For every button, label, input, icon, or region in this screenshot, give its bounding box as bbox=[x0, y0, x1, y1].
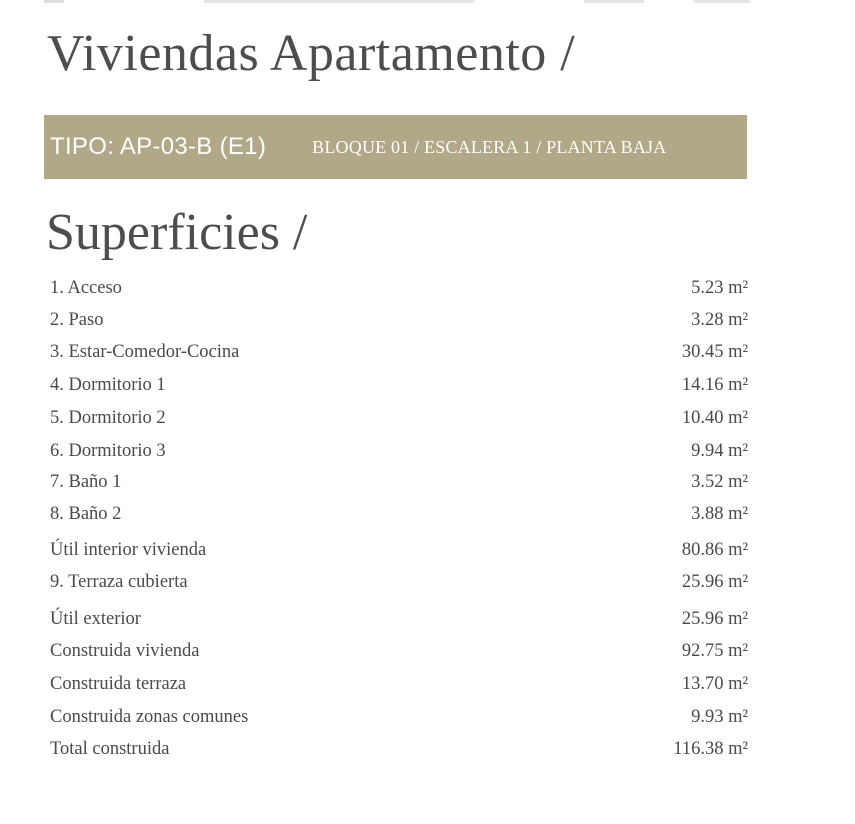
area-row bbox=[50, 472, 748, 502]
area-row bbox=[50, 342, 748, 372]
area-value: 14.16 m² bbox=[681, 375, 748, 395]
section-title: Superficies / bbox=[46, 204, 308, 261]
area-row bbox=[50, 375, 748, 405]
area-value: 3.52 m² bbox=[691, 472, 748, 492]
page-title: Viviendas Apartamento / bbox=[47, 25, 576, 82]
area-value: 13.70 m² bbox=[681, 674, 748, 694]
area-value: 10.40 m² bbox=[681, 408, 748, 428]
area-value: 25.96 m² bbox=[681, 572, 748, 592]
area-name: 6. Dormitorio 3 bbox=[50, 441, 166, 461]
area-value: 9.93 m² bbox=[691, 707, 748, 727]
area-row bbox=[50, 310, 748, 340]
type-banner bbox=[44, 115, 747, 179]
area-value: 116.38 m² bbox=[673, 739, 748, 759]
cropped-top-content bbox=[44, 0, 750, 3]
location-info: BLOQUE 01 / ESCALERA 1 / PLANTA BAJA bbox=[312, 136, 667, 157]
area-value: 25.96 m² bbox=[681, 609, 748, 629]
area-row bbox=[50, 641, 748, 671]
area-row bbox=[50, 504, 748, 534]
area-name: Total construida bbox=[50, 739, 170, 759]
area-name: 1. Acceso bbox=[50, 278, 122, 298]
area-name: Útil interior vivienda bbox=[50, 540, 207, 560]
area-row bbox=[50, 408, 748, 438]
area-name: Construida terraza bbox=[50, 674, 187, 694]
area-row bbox=[50, 441, 748, 471]
area-row bbox=[50, 540, 748, 570]
area-name: 2. Paso bbox=[50, 310, 104, 330]
area-name: 5. Dormitorio 2 bbox=[50, 408, 166, 428]
area-value: 9.94 m² bbox=[691, 441, 748, 461]
area-value: 92.75 m² bbox=[681, 641, 748, 661]
area-name: Útil exterior bbox=[50, 609, 141, 629]
area-row bbox=[50, 707, 748, 737]
area-value: 5.23 m² bbox=[691, 278, 748, 298]
type-code: TIPO: AP-03-B (E1) bbox=[50, 133, 267, 160]
area-value: 3.28 m² bbox=[691, 310, 748, 330]
area-value: 3.88 m² bbox=[691, 504, 748, 524]
area-row bbox=[50, 278, 748, 308]
area-name: 3. Estar-Comedor-Cocina bbox=[50, 342, 240, 362]
area-value: 80.86 m² bbox=[681, 540, 748, 560]
area-value: 30.45 m² bbox=[681, 342, 748, 362]
area-row bbox=[50, 739, 748, 769]
area-name: 8. Baño 2 bbox=[50, 504, 122, 524]
area-name: Construida zonas comunes bbox=[50, 707, 249, 727]
area-name: 4. Dormitorio 1 bbox=[50, 375, 166, 395]
area-row bbox=[50, 674, 748, 704]
area-name: 9. Terraza cubierta bbox=[50, 572, 188, 592]
area-row bbox=[50, 572, 748, 602]
area-name: Construida vivienda bbox=[50, 641, 200, 661]
area-row bbox=[50, 609, 748, 639]
area-name: 7. Baño 1 bbox=[50, 472, 122, 492]
